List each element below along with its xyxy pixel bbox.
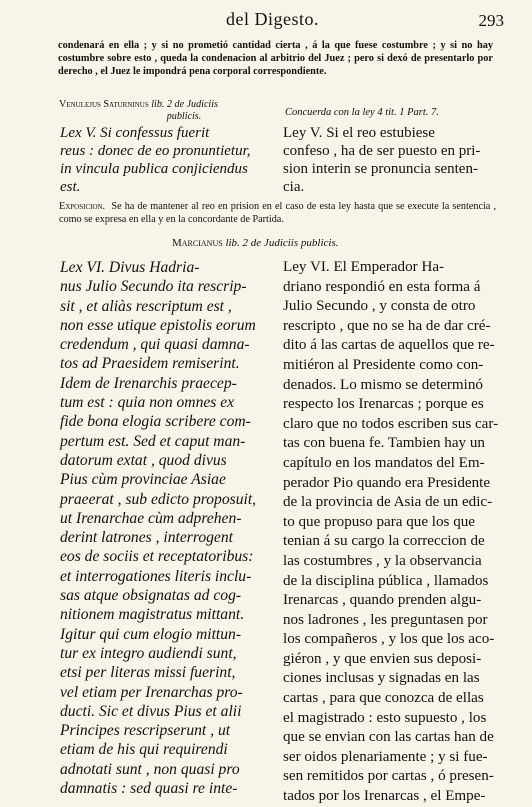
text-line: eos de sociis et receptatoribus: bbox=[60, 548, 254, 566]
text-line: las costumbres , y la observancia bbox=[283, 552, 482, 569]
text-line: nus Julio Secundo ita rescrip- bbox=[60, 278, 247, 296]
text-line: Irenarcas , quando prenden algu- bbox=[283, 592, 482, 609]
text-line: datorum extat , quod divus bbox=[60, 451, 227, 469]
text-line: tas con buena fe. Tambien hay un bbox=[283, 435, 485, 452]
text-line: adnotati sunt , non quasi pro bbox=[60, 760, 240, 778]
text-line: tos ad Praesidem remiserint. bbox=[60, 355, 240, 373]
text-line: vel etiam per Irenarchas pro- bbox=[60, 683, 243, 701]
text-line: to que propuso para que los que bbox=[283, 513, 475, 530]
latin-text-lex-vi bbox=[60, 258, 276, 798]
text-line: el magistrado : esto supuesto , los bbox=[283, 709, 487, 726]
text-line: nos ladrones , les preguntasen por bbox=[283, 611, 488, 628]
text-line: sit , et aliàs rescriptum est , bbox=[60, 297, 232, 315]
exposicion-paragraph bbox=[59, 200, 496, 226]
text-line: sas atque obsignatas ad cog- bbox=[60, 587, 242, 605]
text-line: claro que no todos escriben sus car- bbox=[283, 415, 499, 432]
latin-text-lex-v bbox=[60, 124, 272, 196]
page-number: 293 bbox=[478, 11, 504, 30]
text-line: denados. Lo mismo se determinó bbox=[283, 376, 483, 393]
source-work: lib. 2 de Judiciis publicis. bbox=[225, 237, 339, 249]
text-line: Lex VI. Divus Hadria- bbox=[60, 259, 200, 276]
text-line: Lex V. Si confessus fuerit bbox=[60, 125, 210, 141]
text-line: pertum est. Sed et caput man- bbox=[60, 432, 246, 450]
text-line: tenian á su cargo la correccion de bbox=[283, 533, 485, 550]
text-line: ciones inclusas y signadas en las bbox=[283, 670, 480, 687]
text-line: in vincula publica conjiciendus bbox=[60, 161, 248, 177]
source-citation-lex-v bbox=[59, 99, 269, 123]
text-line: tum est : quia non omnes ex bbox=[60, 394, 235, 412]
running-head bbox=[0, 9, 532, 37]
spanish-text-ley-v bbox=[283, 124, 495, 196]
text-line: de la disciplina pública , llamados bbox=[283, 572, 489, 589]
text-line: non esse utique epistolis eorum bbox=[60, 316, 256, 334]
exposicion-label: Exposicion. bbox=[59, 201, 106, 212]
text-line: dito á las cartas de aquellos que re- bbox=[283, 337, 495, 354]
text-line: praeerat , sub edicto proposuit, bbox=[60, 490, 257, 508]
text-line: que se envian con las cartas han de bbox=[283, 729, 494, 746]
spanish-text-ley-vi bbox=[283, 258, 501, 807]
text-line: mitiéron al Presidente como con- bbox=[283, 356, 484, 373]
text-line: Ley V. Si el reo estubiese bbox=[283, 125, 435, 141]
text-line: ut Irenarchae cùm adprehen- bbox=[60, 509, 242, 527]
text-line: Igitur qui cum elogio mittun- bbox=[60, 625, 242, 643]
text-line: Ley VI. El Emperador Ha- bbox=[283, 259, 445, 275]
text-line: derint latrones , interrogent bbox=[60, 529, 233, 547]
text-line: Principes rescripserunt , ut bbox=[60, 722, 231, 740]
source-author: Venulejus Saturninus bbox=[59, 99, 149, 110]
text-line: perador Pio quando era Presidente bbox=[283, 474, 491, 491]
text-line: fide bona elogia scribere com- bbox=[60, 413, 251, 431]
text-line: ser oidos plenariamente ; y si fue- bbox=[283, 748, 488, 765]
source-work-continued: publicis. bbox=[166, 111, 202, 122]
exposicion-text: Se ha de mantener al reo en prision en el caso de esta ley hasta que se execute la sentencia , como se expresa en ella y en la concordante de Partida. bbox=[59, 201, 497, 225]
concordance-lex-v: Concuerda con la ley 4 tit. 1 Part. 7. bbox=[285, 107, 439, 118]
text-line: confeso , ha de ser puesto en pri- bbox=[283, 143, 481, 159]
text-line: sion interin se pronuncia senten- bbox=[283, 161, 478, 177]
text-line: tur ex integro audiendi sunt, bbox=[60, 644, 237, 662]
text-line: de la provincia de Asia de un edic- bbox=[283, 494, 493, 511]
source-citation-lex-vi bbox=[172, 237, 338, 249]
text-line: cia. bbox=[283, 179, 305, 195]
text-line: los compañeros , y los que los aco- bbox=[283, 631, 495, 648]
text-line: driano respondió en esta forma á bbox=[283, 278, 481, 295]
text-line: etsi per literas missi fuerint, bbox=[60, 664, 236, 682]
text-line: tados por los Irenarcas , el Empe- bbox=[283, 788, 486, 805]
text-line: respecto los Irenarcas ; porque es bbox=[283, 396, 484, 413]
text-line: ducti. Sic et divus Pius et alii bbox=[60, 702, 242, 720]
text-line: et interrogationes literis inclu- bbox=[60, 567, 252, 585]
continuation-paragraph: condenará en ella ; y si no prometió cantidad cierta , á la que fuese costumbre ; y si no hay costumbre sobre esto , queda la condenacion al arbitrio del Juez ; pero si dexó de presentarlo por derecho , el Juez le impondrá pena corporal correspondiente. bbox=[58, 40, 493, 77]
text-line: Idem de Irenarchis praecep- bbox=[60, 374, 237, 392]
text-line: Pius cùm provinciae Asiae bbox=[60, 471, 226, 489]
text-line: nitionem magistratus mittant. bbox=[60, 606, 245, 624]
text-line: sen remitidos por cartas , ó presen- bbox=[283, 768, 494, 785]
text-line: cartas , para que conozca de ellas bbox=[283, 690, 484, 707]
text-line: etiam de his qui requirendi bbox=[60, 741, 228, 759]
source-author: Marcianus bbox=[172, 237, 223, 249]
text-line: damnatis : sed quasi re inte- bbox=[60, 780, 238, 798]
text-line: giéron , y que envien sus deposi- bbox=[283, 650, 482, 667]
text-line: Julio Secundo , y consta de otro bbox=[283, 298, 476, 315]
source-work: lib. 2 de Judiciis bbox=[151, 99, 218, 110]
text-line: reus : donec de eo pronuntietur, bbox=[60, 143, 251, 159]
text-line: capítulo en los mandatos del Em- bbox=[283, 454, 485, 471]
text-line: est. bbox=[60, 179, 81, 195]
text-line: credendum , qui quasi damna- bbox=[60, 336, 250, 354]
text-line: rescripto , que no se ha de dar cré- bbox=[283, 317, 491, 334]
running-title: del Digesto. bbox=[226, 9, 319, 29]
